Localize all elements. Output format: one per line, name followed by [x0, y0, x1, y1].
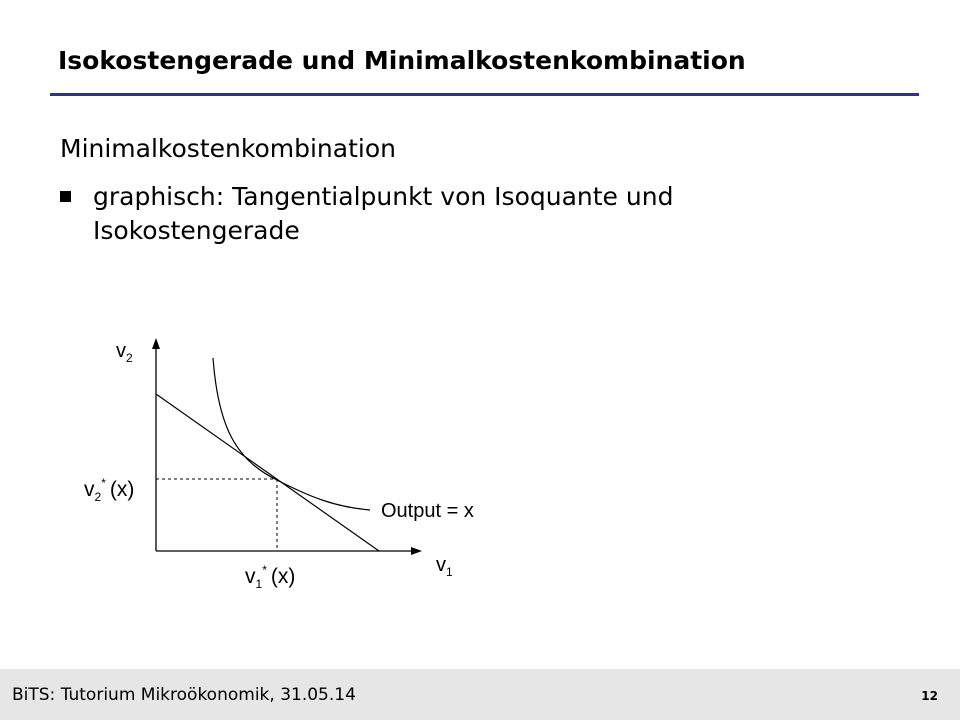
x-axis-arrow-icon	[411, 547, 422, 555]
y-axis-label: $v_2$	[116, 340, 133, 365]
y-axis-arrow-icon	[152, 338, 160, 349]
bullet-text: graphisch: Tangentialpunkt von Isoquante und Isokostengerade	[93, 182, 674, 245]
footer-text: BiTS: Tutorium Mikroökonomik, 31.05.14	[12, 685, 356, 705]
isocost-line	[156, 394, 379, 551]
slide-title: Isokostengerade und Minimalkostenkombination	[58, 46, 746, 75]
x-axis-label: $v_1$	[436, 554, 453, 579]
section-heading: Minimalkostenkombination	[60, 134, 396, 163]
output-curve-label: Output = x	[381, 500, 474, 522]
x-optimum-label: $v_1^*$ (x)	[245, 563, 296, 591]
page-number: 12	[921, 689, 938, 703]
isoquant-curve	[213, 358, 370, 510]
y-optimum-label: $v_2^*$ (x)	[84, 476, 135, 504]
footer-bar	[0, 669, 960, 720]
